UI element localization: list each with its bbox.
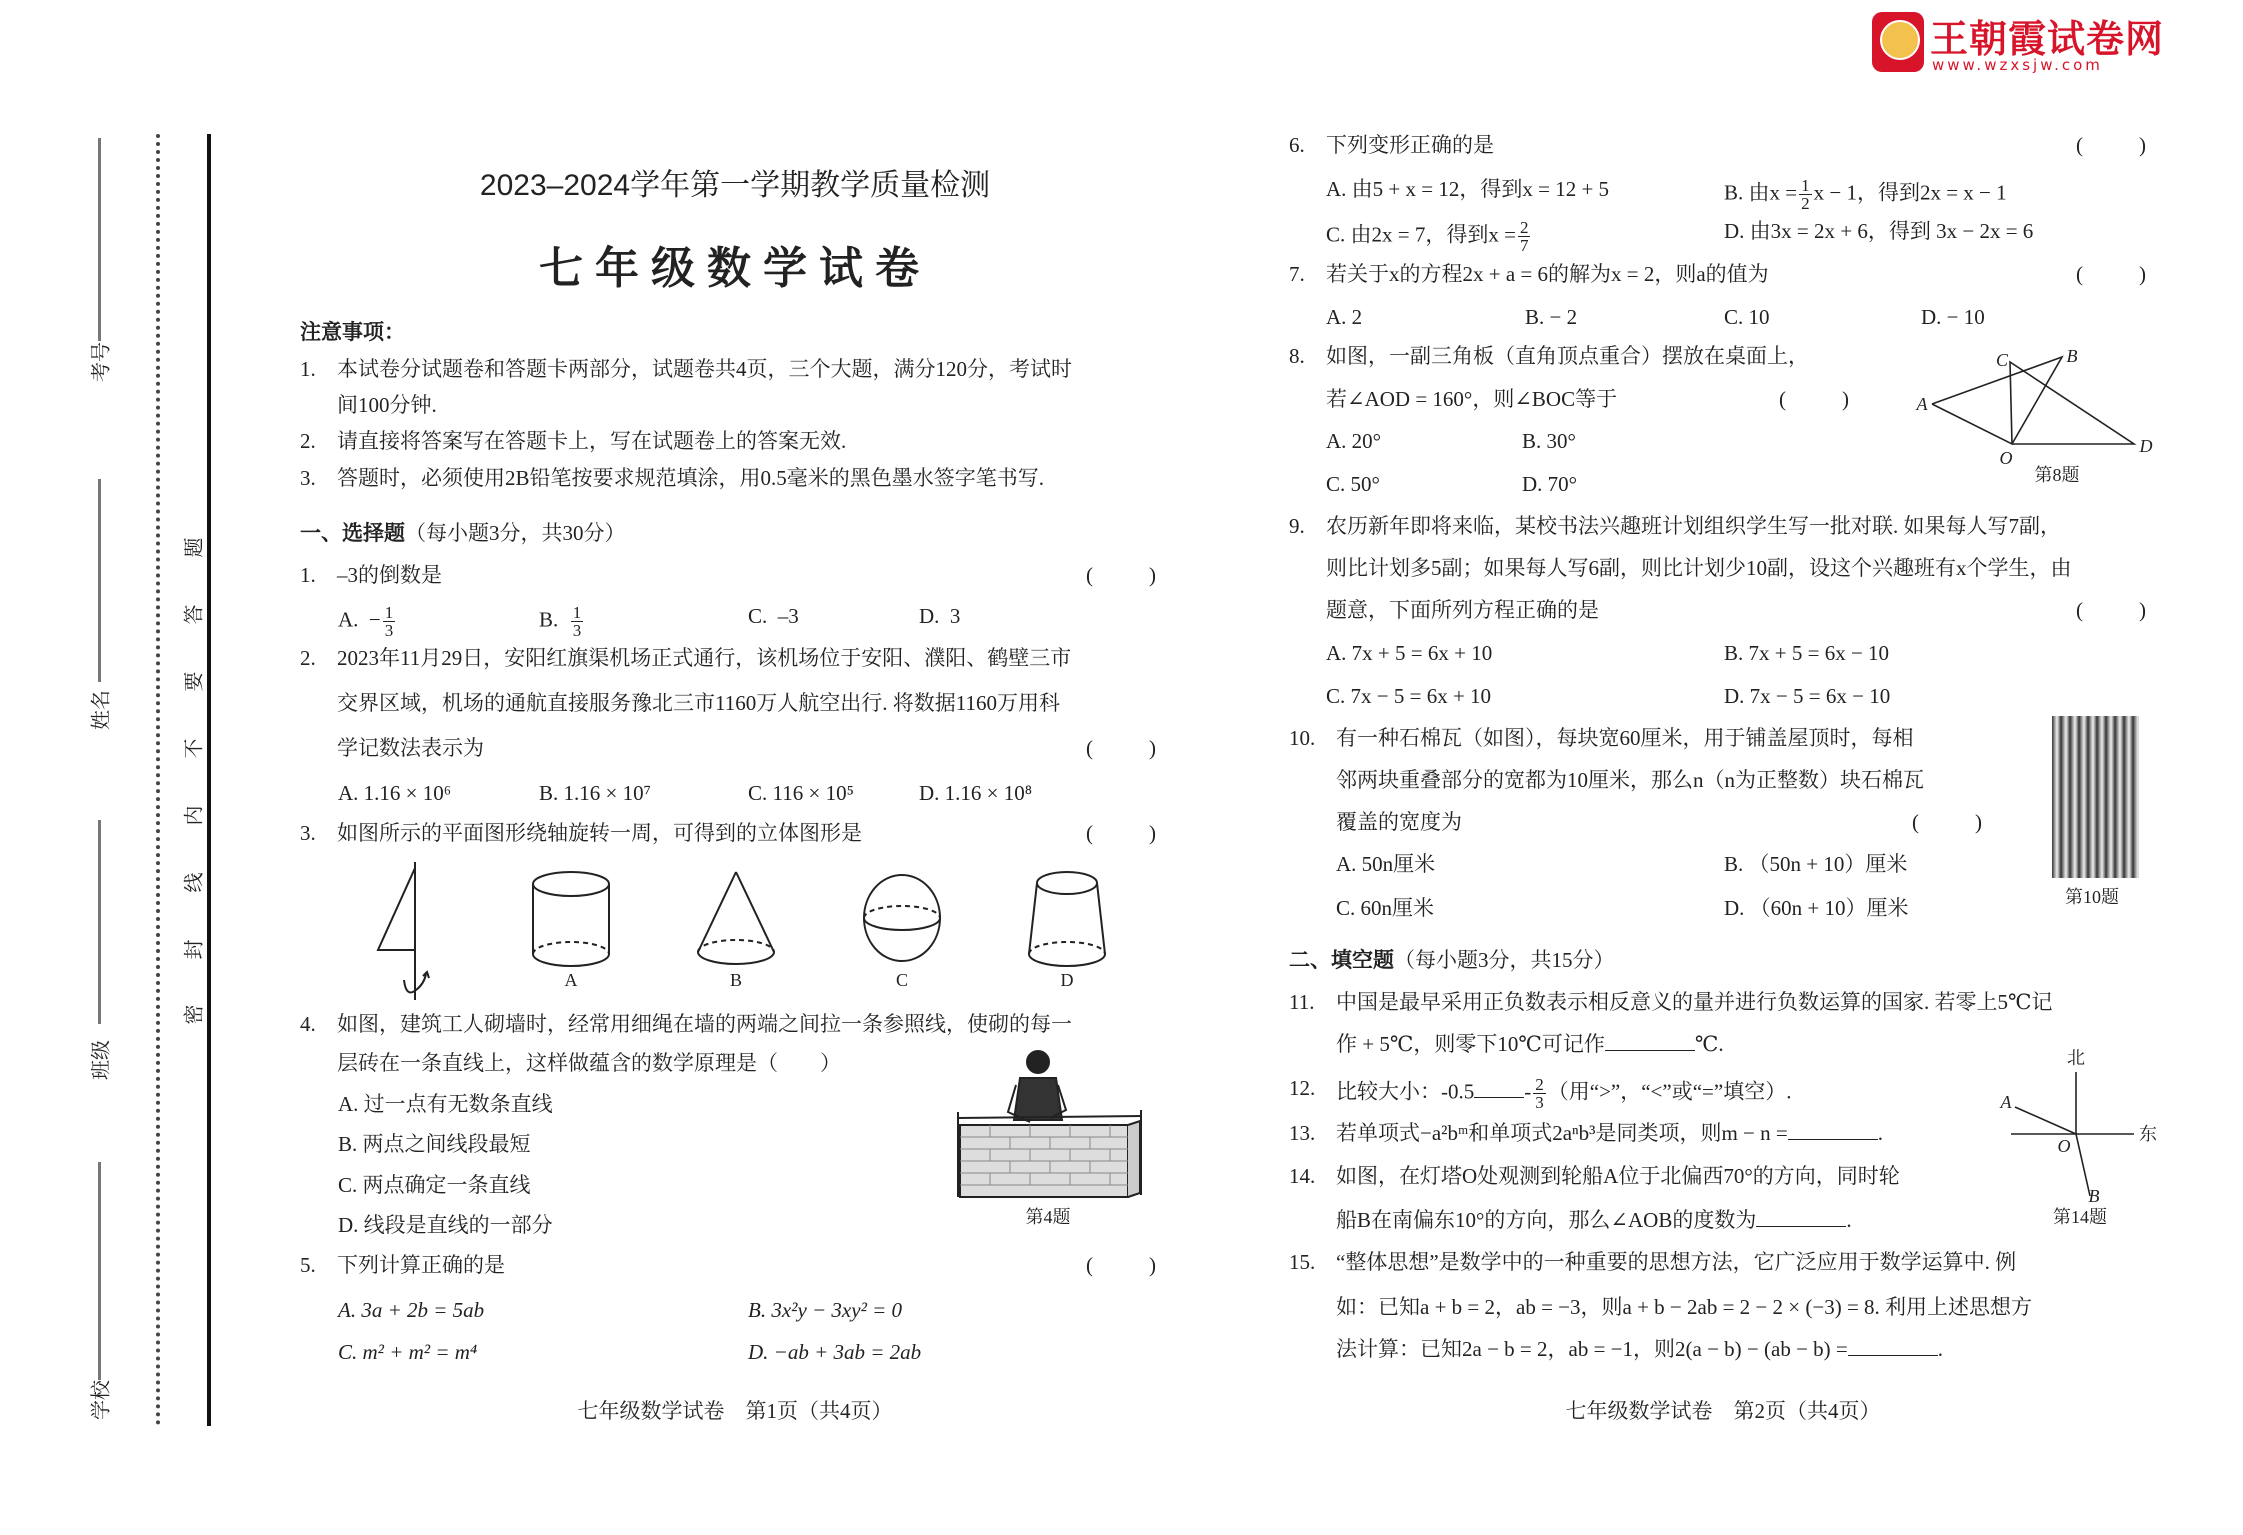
question-text: 覆盖的宽度为: [1336, 810, 1462, 834]
seal-line: [207, 134, 211, 1426]
question-text: 船B在南偏东10°的方向，那么∠AOB的度数为 .: [1336, 1208, 1852, 1232]
fraction: $\frac{2}{7}$: [1519, 218, 1529, 255]
seal-char: 密: [183, 1004, 206, 1025]
option-b: B. 两点之间线段最短: [338, 1132, 531, 1156]
logo-url: www.wzxsjw.com: [1932, 56, 2103, 74]
question-text: 中国是最早采用正负数表示相反意义的量并进行负数运算的国家. 若零上5℃记: [1336, 990, 2053, 1014]
question-text: 有一种石棉瓦（如图），每块宽60厘米，用于铺盖屋顶时，每相: [1336, 726, 1914, 750]
fraction: $\frac{1}{3}$: [572, 603, 582, 640]
figure-caption: 第14题: [2053, 1207, 2107, 1227]
notice-text: 答题时，必须使用2B铅笔按要求规范填涂，用0.5毫米的黑色墨水签字笔书写.: [337, 466, 1045, 490]
question-text: 法计算：已知2a − b = 2，ab = −1，则2(a − b) − (ab − b) = .: [1336, 1337, 1944, 1361]
question-text: 如图所示的平面图形绕轴旋转一周，可得到的立体图形是: [337, 821, 862, 845]
option-d: D. 线段是直线的一部分: [338, 1213, 553, 1237]
point-label-c: C: [1995, 350, 2009, 370]
question-text: 题意，下面所列方程正确的是: [1326, 598, 1599, 622]
question-number: 5.: [300, 1253, 316, 1277]
point-label-o: O: [2057, 1136, 2071, 1156]
notice-text: 间100分钟.: [337, 393, 437, 417]
answer-blank[interactable]: [1605, 1032, 1695, 1051]
figure-caption: 第4题: [1025, 1207, 1071, 1227]
option-b: B. 3x²y − 3xy² = 0: [748, 1298, 903, 1322]
notice-text: 本试卷分试题卷和答题卡两部分，试题卷共4页，三个大题，满分120分，考试时: [337, 357, 1072, 381]
question-text: 如图，一副三角板（直角顶点重合）摆放在桌面上，: [1326, 344, 1809, 368]
option-b: B. 30°: [1522, 429, 1576, 453]
point-label-b: B: [2066, 346, 2078, 366]
question-text: –3的倒数是: [337, 563, 442, 587]
option-d: D. 由3x = 2x + 6，得到 3x − 2x = 6: [1724, 219, 2034, 243]
question-text: 如图，在灯塔O处观测到轮船A位于北偏西70°的方向，同时轮: [1336, 1164, 1900, 1188]
question-text: 下列变形正确的是: [1326, 133, 1494, 157]
answer-paren[interactable]: ( ): [1086, 821, 1156, 845]
option-a: A. 1.16 × 10⁶: [338, 781, 452, 805]
figure-label-a: A: [564, 970, 578, 990]
fraction: $\frac{2}{3}$: [1535, 1075, 1544, 1112]
option-a: A. 7x + 5 = 6x + 10: [1326, 641, 1493, 665]
answer-blank[interactable]: [1788, 1121, 1878, 1140]
question-number: 8.: [1289, 344, 1305, 368]
logo-emblem-icon: [1872, 12, 1924, 72]
question-number: 3.: [300, 821, 316, 845]
asbestos-tile-photo: [2052, 716, 2139, 878]
option-a: A. − $\frac{1}{3}$: [338, 603, 394, 640]
question-number: 9.: [1289, 514, 1305, 538]
question-number: 2.: [300, 646, 316, 670]
question-text: 层砖在一条直线上，这样做蕴含的数学原理是（ ）: [337, 1051, 841, 1075]
fraction: $\frac{1}{2}$: [1801, 176, 1810, 213]
answer-paren[interactable]: ( ): [1086, 736, 1156, 760]
question-text: 学记数法表示为: [337, 736, 484, 760]
question-text: 交界区域，机场的通航直接服务豫北三市1160万人航空出行. 将数据1160万用科: [337, 691, 1060, 715]
field-line-school[interactable]: [98, 1162, 101, 1380]
answer-blank[interactable]: [1848, 1337, 1938, 1356]
field-line-name[interactable]: [98, 479, 101, 682]
option-b: B. 7x + 5 = 6x − 10: [1724, 641, 1890, 665]
site-logo: [1872, 8, 2192, 74]
section-heading: [300, 521, 626, 546]
option-d: D. − 10: [1921, 305, 1985, 329]
page-footer: 七年级数学试卷 第1页（共4页）: [577, 1399, 893, 1423]
question-text: 邻两块重叠部分的宽都为10厘米，那么n（n为正整数）块石棉瓦: [1336, 768, 1924, 792]
question-text: 若关于x的方程2x + a = 6的解为x = 2，则a的值为: [1326, 262, 1769, 286]
option-c: C. 116 × 10⁵: [748, 781, 854, 805]
option-c: C. 60n厘米: [1336, 896, 1435, 920]
option-a: A. 2: [1326, 305, 1363, 329]
question-number: 12.: [1289, 1076, 1316, 1100]
option-c: C. 50°: [1326, 472, 1380, 496]
field-label-school: 学校: [90, 1380, 113, 1420]
option-d: D. （60n + 10）厘米: [1724, 896, 1909, 920]
question-text: 则比计划多5副；如果每人写6副，则比计划少10副，设这个兴趣班有x个学生，由: [1326, 556, 2072, 580]
answer-paren[interactable]: ( ): [1912, 810, 1982, 834]
point-label-b: B: [2088, 1186, 2100, 1206]
question-number: 15.: [1289, 1250, 1316, 1274]
option-d: D. 70°: [1522, 472, 1578, 496]
field-label-class: 班级: [90, 1040, 113, 1080]
question-number: 6.: [1289, 133, 1305, 157]
section-heading: [1289, 948, 1615, 973]
option-c: C. 10: [1724, 305, 1770, 329]
question-text: 作 + 5℃，则零下10℃可记作 ℃.: [1336, 1032, 1724, 1056]
option-b: B. （50n + 10）厘米: [1724, 852, 1908, 876]
figure-label-d: D: [1060, 970, 1074, 990]
figure-label-c: C: [895, 970, 909, 990]
field-label-kaohao: 考号: [90, 342, 113, 382]
question-text: 如图，建筑工人砌墙时，经常用细绳在墙的两端之间拉一条参照线，使砌的每一: [337, 1012, 1072, 1036]
option-b: B. 1.16 × 10⁷: [539, 781, 651, 805]
notice-num: 1.: [300, 357, 316, 381]
notice-text: 请直接将答案写在答题卡上，写在试题卷上的答案无效.: [337, 429, 847, 453]
option-a: A. 50n厘米: [1336, 852, 1436, 876]
question-text: 下列计算正确的是: [337, 1253, 505, 1277]
option-c: C. 由2x = 7，得到x = $\frac{2}{7}$: [1326, 218, 1529, 255]
section-title: 一、选择题: [300, 522, 405, 545]
option-c: C. –3: [748, 604, 799, 628]
exam-subtitle: 七年级数学试卷: [539, 243, 931, 294]
direction-north: 北: [2067, 1048, 2085, 1068]
question-number: 14.: [1289, 1164, 1316, 1188]
notice-num: 2.: [300, 429, 316, 453]
question-text: 若单项式−a²bᵐ和单项式2aⁿb³是同类项，则m − n = .: [1336, 1121, 1883, 1145]
figure-label-b: B: [729, 970, 743, 990]
option-c: C. m² + m² = m⁴: [338, 1340, 478, 1364]
option-a: A. 过一点有无数条直线: [338, 1092, 553, 1116]
seal-char: 内: [183, 805, 206, 826]
seal-char: 封: [183, 939, 206, 960]
logo-text: 王朝霞试卷网: [1930, 17, 2165, 61]
answer-paren[interactable]: ( ): [2076, 262, 2146, 286]
question-text: 比较大小：-0.5 - $\frac{2}{3}$ （用“>”，“<”或“=”填空）.: [1336, 1075, 1792, 1112]
answer-paren[interactable]: ( ): [1086, 1253, 1156, 1277]
fraction: $\frac{1}{3}$: [384, 603, 394, 640]
point-label-o: O: [1999, 448, 2013, 468]
answer-blank[interactable]: [1474, 1079, 1524, 1098]
direction-east: 东: [2139, 1124, 2157, 1144]
answer-paren[interactable]: ( ): [1086, 563, 1156, 587]
notice-num: 3.: [300, 466, 316, 490]
option-a: A. 20°: [1326, 429, 1382, 453]
question-text: 农历新年即将来临，某校书法兴趣班计划组织学生写一批对联. 如果每人写7副，: [1326, 514, 2061, 538]
field-label-name: 姓名: [90, 690, 113, 730]
answer-blank[interactable]: [1756, 1208, 1846, 1227]
question-number: 1.: [300, 563, 316, 587]
question-text: 2023年11月29日，安阳红旗渠机场正式通行，该机场位于安阳、濮阳、鹤壁三市: [337, 646, 1072, 670]
answer-paren[interactable]: ( ): [1779, 387, 1849, 411]
question-text: 如：已知a + b = 2，ab = −3，则a + b − 2ab = 2 − 2 × (−3) = 8. 利用上述思想方: [1336, 1295, 2033, 1319]
option-d: D. 1.16 × 10⁸: [919, 781, 1033, 805]
section-note: （每小题3分，共15分）: [1394, 948, 1615, 972]
compass-figure: [0, 0, 1, 1]
notice-heading: 注意事项：: [300, 321, 405, 344]
exam-title: 2023–2024学年第一学期教学质量检测: [479, 169, 991, 202]
option-d: D. 7x − 5 = 6x − 10: [1724, 684, 1891, 708]
seal-char: 要: [183, 671, 206, 692]
answer-paren[interactable]: ( ): [2076, 133, 2146, 157]
option-a: A. 3a + 2b = 5ab: [338, 1298, 485, 1322]
figure-caption: 第8题: [2034, 465, 2080, 485]
question-number: 7.: [1289, 262, 1305, 286]
option-c: C. 两点确定一条直线: [338, 1173, 531, 1197]
seal-char: 题: [183, 537, 206, 558]
field-line-class[interactable]: [98, 820, 101, 1024]
option-b: B. $\frac{1}{3}$: [539, 603, 582, 640]
question-number: 11.: [1289, 990, 1315, 1014]
seal-char: 线: [183, 872, 206, 893]
option-b: B. 由x = $\frac{1}{2}$ x − 1，得到2x = x − 1: [1724, 176, 2007, 213]
question-text: “整体思想”是数学中的一种重要的思想方法，它广泛应用于数学运算中. 例: [1336, 1250, 2017, 1274]
page-footer: 七年级数学试卷 第2页（共4页）: [1565, 1399, 1881, 1423]
point-label-a: A: [2000, 1092, 2012, 1112]
seal-char: 答: [183, 604, 206, 625]
option-d: D. −ab + 3ab = 2ab: [748, 1340, 922, 1364]
figure-caption: 第10题: [2065, 887, 2119, 907]
option-b: B. − 2: [1525, 305, 1578, 329]
question-text: 若∠AOD = 160°，则∠BOC等于: [1326, 387, 1618, 411]
option-a: A. 由5 + x = 12，得到x = 12 + 5: [1326, 177, 1610, 201]
point-label-a: A: [1916, 394, 1928, 414]
question-number: 10.: [1289, 726, 1316, 750]
section-title: 二、填空题: [1289, 949, 1394, 972]
section-note: （每小题3分，共30分）: [405, 521, 626, 545]
question-number: 13.: [1289, 1121, 1316, 1145]
dotted-cut-line: [156, 134, 160, 1426]
seal-char: 不: [183, 738, 206, 759]
answer-paren[interactable]: ( ): [2076, 598, 2146, 622]
point-label-d: D: [2139, 436, 2153, 456]
option-d: D. 3: [919, 604, 961, 628]
option-c: C. 7x − 5 = 6x + 10: [1326, 684, 1492, 708]
question-number: 4.: [300, 1012, 316, 1036]
